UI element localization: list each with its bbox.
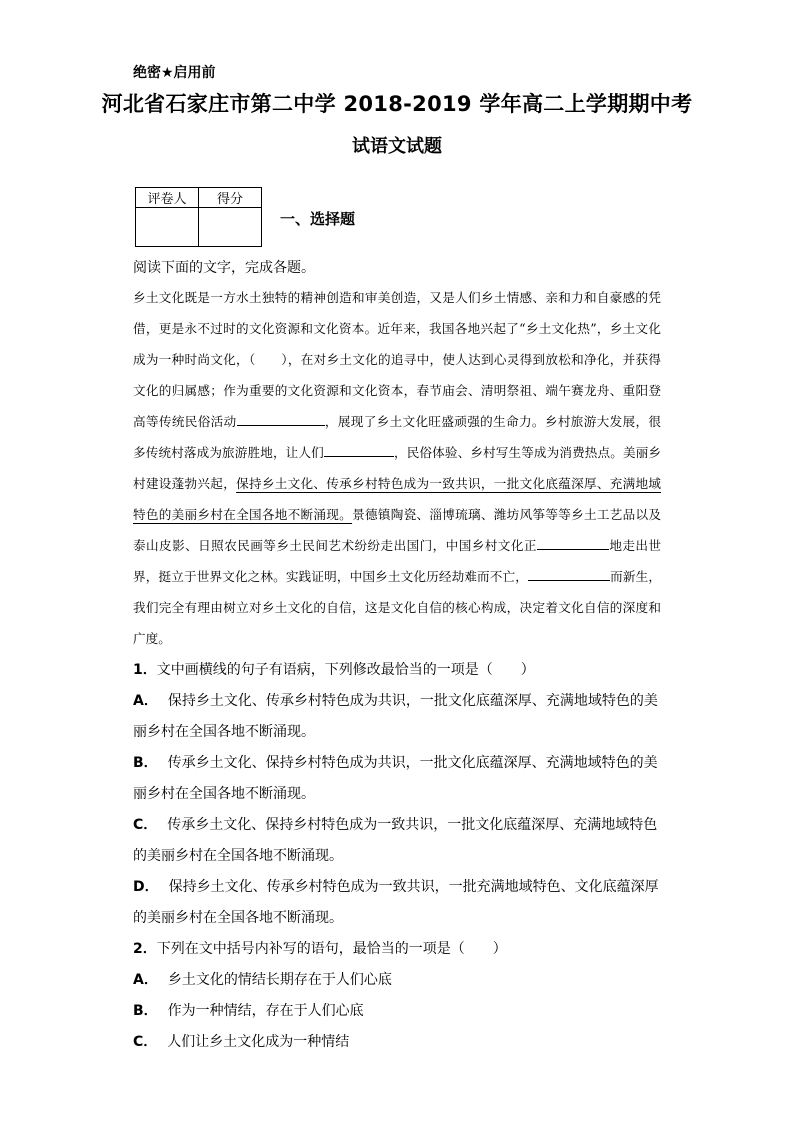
- option-text: 保持乡土文化、传承乡村特色成为共识，一批文化底蕴深厚、充满地域特色的美丽乡村在全国各地不断涌现。: [133, 693, 658, 740]
- passage-text-6: 而新生，我们完全有理由树立对乡土文化的自信，这是文化自信的核心构成，决定着文化自信的深度和广度。: [133, 569, 662, 646]
- option-label: A．: [133, 972, 158, 988]
- option-label: B．: [133, 755, 158, 771]
- question-stem: 文中画横线的句子有语病，下列修改最恰当的一项是（ ）: [156, 662, 535, 678]
- exam-title-line2: 试语文试题: [352, 136, 442, 157]
- option-text: 乡土文化的情结长期存在于人们心底: [167, 972, 392, 988]
- section-title: 一、选择题: [280, 210, 356, 228]
- option-text: 人们让乡土文化成为一种情结: [167, 1034, 350, 1050]
- underlined-sentence: 保持乡土文化、传承乡村特色成为一致共识，一批文化底蕴深厚、充满地域特色的美丽乡村在全国各地不断涌现。: [133, 476, 662, 522]
- option-2c: [133, 1027, 663, 1058]
- option-label: A．: [133, 693, 158, 709]
- fill-blank-2: [324, 442, 394, 457]
- option-1d: [133, 872, 663, 934]
- passage-text-3: ，民俗体验、乡村写生等成为消费热点。美丽乡村建设蓬勃兴起，: [133, 445, 662, 491]
- question-number: 2．: [133, 941, 157, 957]
- option-label: D．: [133, 879, 159, 895]
- grader-cell: [136, 208, 199, 247]
- fill-blank-3: [537, 535, 609, 550]
- passage-text-4: 景德镇陶瓷、淄博琉璃、潍坊风筝等等乡土工艺品以及泰山皮影、日照农民画等乡土民间艺术纷纷走出国门，中国乡村文化正: [133, 507, 662, 553]
- question-number: 1．: [133, 662, 157, 678]
- exam-title-line1: 河北省石家庄市第二中学 2018-2019 学年高二上学期期中考: [101, 92, 693, 116]
- secret-label: 绝密★启用前: [133, 65, 216, 81]
- question-1: [133, 655, 663, 686]
- question-list: [133, 655, 663, 1058]
- option-2b: [133, 996, 663, 1027]
- option-label: C．: [133, 1034, 158, 1050]
- option-text: 传承乡土文化、保持乡村特色成为共识，一批文化底蕴深厚、充满地域特色的美丽乡村在全国各地不断涌现。: [133, 755, 658, 802]
- fill-blank-1: [237, 411, 325, 426]
- passage-text-5: 地走出世界，挺立于世界文化之林。实践证明，中国乡土文化历经劫难而不亡，: [133, 538, 662, 584]
- question-stem: 下列在文中括号内补写的语句，最恰当的一项是（ ）: [156, 941, 507, 957]
- option-label: B．: [133, 1003, 158, 1019]
- score-cell: [199, 208, 262, 247]
- score-table: [135, 187, 262, 247]
- passage-text-2: ，展现了乡土文化旺盛顽强的生命力。乡村旅游大发展，很多传统村落成为旅游胜地，让人们: [133, 414, 662, 460]
- question-2: [133, 934, 663, 965]
- reading-instruction: 阅读下面的文字，完成各题。: [133, 260, 315, 276]
- option-1c: [133, 810, 663, 872]
- reading-passage: [133, 282, 661, 654]
- score-header: 得分: [199, 188, 262, 208]
- option-text: 传承乡土文化、保持乡村特色成为一致共识，一批文化底蕴深厚、充满地域特色的美丽乡村在全国各地不断涌现。: [133, 817, 658, 864]
- option-1b: [133, 748, 663, 810]
- option-label: C．: [133, 817, 158, 833]
- option-1a: [133, 686, 663, 748]
- option-text: 保持乡土文化、传承乡村特色成为一致共识，一批充满地域特色、文化底蕴深厚的美丽乡村在全国各地不断涌现。: [133, 879, 659, 926]
- fill-blank-4: [528, 566, 610, 581]
- grader-header: 评卷人: [136, 188, 199, 208]
- passage-text-1: 乡土文化既是一方水土独特的精神创造和审美创造，又是人们乡土情感、亲和力和自豪感的凭借，更是永不过时的文化资源和文化资本。近年来，我国各地兴起了“乡土文化热”，乡土文化成为一种时尚文化，（ ），在对乡土文化的追寻中，使人达到心灵得到放松和净化，并获得文化的归属感；作为重要的文化资源和文化资本，春节庙会、清明祭祖、端午赛龙舟、重阳登高等传统民俗活动: [133, 290, 661, 429]
- option-2a: [133, 965, 663, 996]
- option-text: 作为一种情结，存在于人们心底: [167, 1003, 364, 1019]
